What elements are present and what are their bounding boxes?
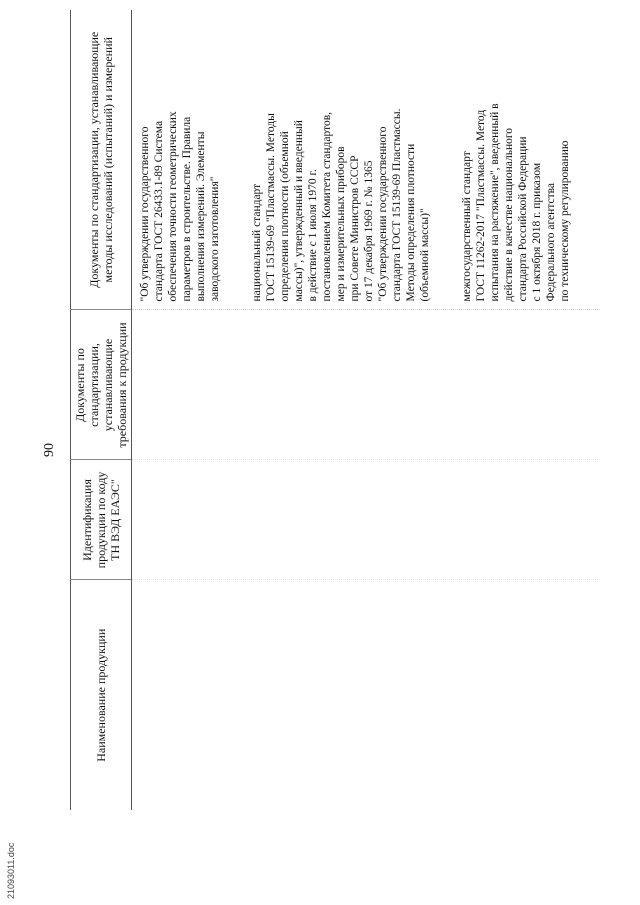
file-reference: 21093011.doc [6, 842, 16, 899]
document-entry [250, 16, 432, 302]
cell-product-code [132, 460, 601, 580]
header-requirement-docs: Документы по стандартизации, устанавливающие требования к продукции [71, 310, 132, 460]
text-line: постановлением Комитета стандартов, [321, 111, 333, 302]
header-product-name: Наименование продукции [71, 580, 132, 810]
text-line: испытания на растяжение", введенный в [489, 103, 501, 302]
text-line: мер и измерительных приборов [335, 146, 347, 302]
text-line: заводского изготовления" [209, 176, 221, 302]
text-line: ГОСТ 15139-69 "Пластмассы. Методы [265, 113, 277, 302]
text-line: массы)", утвержденный и введенный [293, 120, 305, 302]
text-line: стандарта ГОСТ 15139-69 Пластмассы. [391, 108, 403, 302]
text-line: параметров в строительстве. Правила [181, 116, 193, 302]
text-line: стандарта ГОСТ 26433.1-89 Система [153, 120, 165, 302]
text-line: от 17 декабря 1969 г. № 1365 [363, 160, 375, 302]
standards-table [70, 10, 600, 810]
text-line: "Об утверждении государственного [139, 126, 151, 302]
text-line: по техническому регулированию [559, 140, 571, 302]
table-row [132, 10, 601, 810]
header-product-code: Идентификация продукции по коду ТН ВЭД ЕАЭС" [71, 460, 132, 580]
text-line: выполнения измерений. Элементы [195, 131, 207, 302]
text-line: Методы определения плотности [405, 143, 417, 302]
cell-method-docs [132, 10, 601, 310]
text-line: в действие с 1 июля 1970 г. [307, 169, 319, 302]
document-entry [460, 16, 572, 302]
text-line: действие в качестве национального [503, 127, 515, 302]
text-line: стандарта Российской Федерации [517, 136, 529, 302]
text-line: обеспечения точности геометрических [167, 111, 179, 302]
table-header-row [71, 10, 132, 810]
text-line: с 1 октября 2018 г. приказом [531, 162, 543, 302]
text-line: (объемной массы)" [419, 208, 431, 302]
header-method-docs: Документы по стандартизации, устанавливающие методы исследований (испытаний) и измерений [71, 10, 132, 310]
cell-product-name [132, 580, 601, 810]
text-line: национальный стандарт [251, 183, 263, 302]
text-line: определения плотности (объемной [279, 131, 291, 302]
text-line: при Совете Министров СССР [349, 155, 361, 302]
text-line: Федерального агентства [545, 183, 557, 302]
page-number: 90 [42, 443, 57, 457]
text-line: "Об утверждении государственного [377, 126, 389, 302]
document-entry [138, 16, 222, 302]
text-line: ГОСТ 11262-2017 "Пластмассы. Метод [475, 109, 487, 302]
text-line: межгосударственный стандарт [461, 151, 473, 302]
cell-requirement-docs [132, 310, 601, 460]
